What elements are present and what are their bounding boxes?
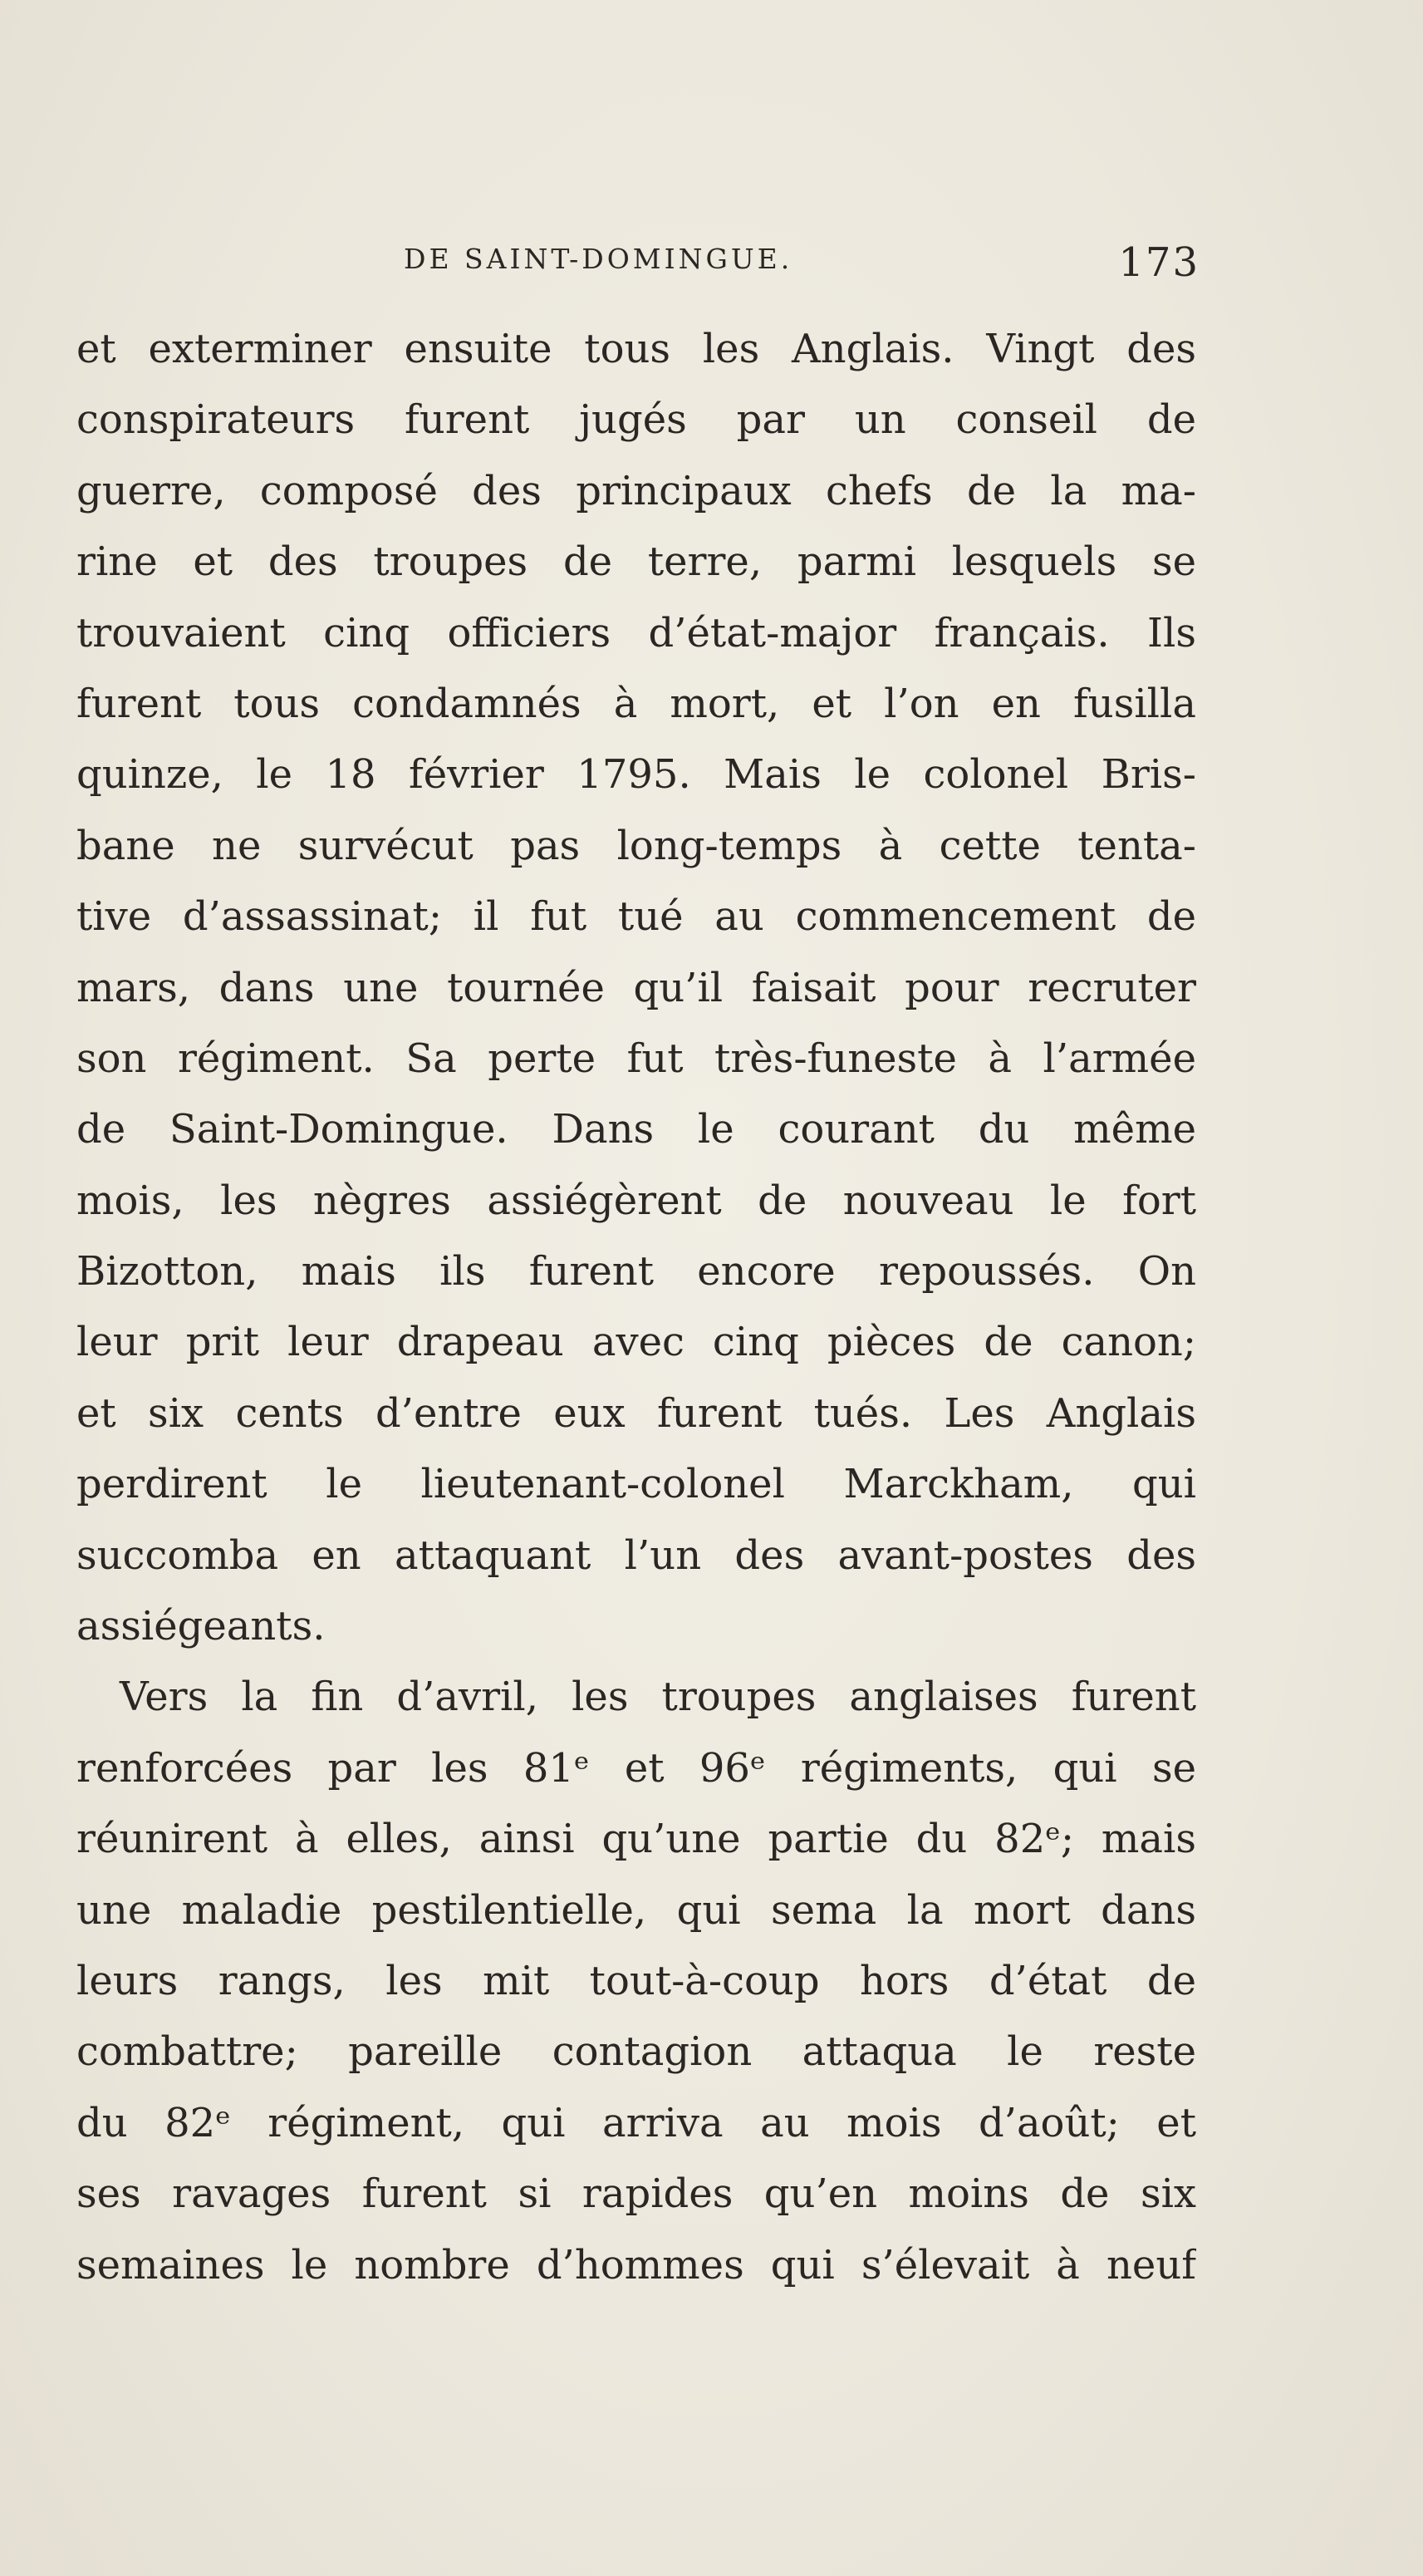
text-line: assiégeants. (76, 1603, 326, 1650)
text-line: de Saint-Domingue. Dans le courant du même (76, 1106, 1196, 1153)
text-line: conspirateurs furent jugés par un conseil de (76, 396, 1196, 444)
text-line: et six cents d’entre eux furent tués. Les Anglais (76, 1389, 1196, 1437)
text-line: rine et des troupes de terre, parmi lesquels se (76, 538, 1196, 586)
text-line: son régiment. Sa perte fut très-funeste à l’armée (76, 1035, 1196, 1082)
paragraph-2 (76, 1662, 1196, 2301)
text-line: bane ne survécut pas long-temps à cette tenta- (76, 822, 1196, 869)
text-line: trouvaient cinq officiers d’état-major français. Ils (76, 609, 1196, 656)
paragraph-1 (76, 314, 1196, 1662)
text-line: Bizotton, mais ils furent encore repoussés. On (76, 1248, 1196, 1295)
text-line: tive d’assassinat; il fut tué au commencement de (76, 893, 1196, 941)
text-line: leur prit leur drapeau avec cinq pièces de canon; (76, 1319, 1196, 1366)
page-header (80, 239, 1200, 297)
text-line: furent tous condamnés à mort, et l’on en fusilla (76, 680, 1196, 727)
text-line: perdirent le lieutenant-colonel Marckham, qui (76, 1461, 1196, 1508)
text-line: combattre; pareille contagion attaqua le reste (76, 2028, 1196, 2076)
body-text (76, 314, 1196, 2301)
text-line: leurs rangs, les mit tout-à-coup hors d’état de (76, 1957, 1196, 2004)
text-line: et exterminer ensuite tous les Anglais. Vingt des (76, 326, 1196, 372)
text-line: ses ravages furent si rapides qu’en moins de six (76, 2170, 1196, 2218)
text-line: mars, dans une tournée qu’il faisait pour recruter (76, 964, 1196, 1011)
text-line: Vers la fin d’avril, les troupes anglaises furent (120, 1674, 1196, 1721)
page-number: 173 (1118, 239, 1200, 286)
text-line: succomba en attaquant l’un des avant-postes des (76, 1531, 1196, 1579)
text-line: réunirent à elles, ainsi qu’une partie du 82ᵉ; mais (76, 1816, 1196, 1863)
text-line: du 82ᵉ régiment, qui arriva au mois d’août; et (76, 2099, 1196, 2146)
text-line: guerre, composé des principaux chefs de la ma- (76, 467, 1196, 514)
running-title: DE SAINT-DOMINGUE. (404, 243, 793, 275)
text-line: une maladie pestilentielle, qui sema la mort dans (76, 1886, 1196, 1934)
text-line: semaines le nombre d’hommes qui s’élevait à neuf (76, 2241, 1196, 2288)
text-line: mois, les nègres assiégèrent de nouveau le fort (76, 1177, 1196, 1224)
text-line: quinze, le 18 février 1795. Mais le colonel Bris- (76, 751, 1196, 799)
text-line: renforcées par les 81ᵉ et 96ᵉ régiments, qui se (76, 1744, 1196, 1792)
